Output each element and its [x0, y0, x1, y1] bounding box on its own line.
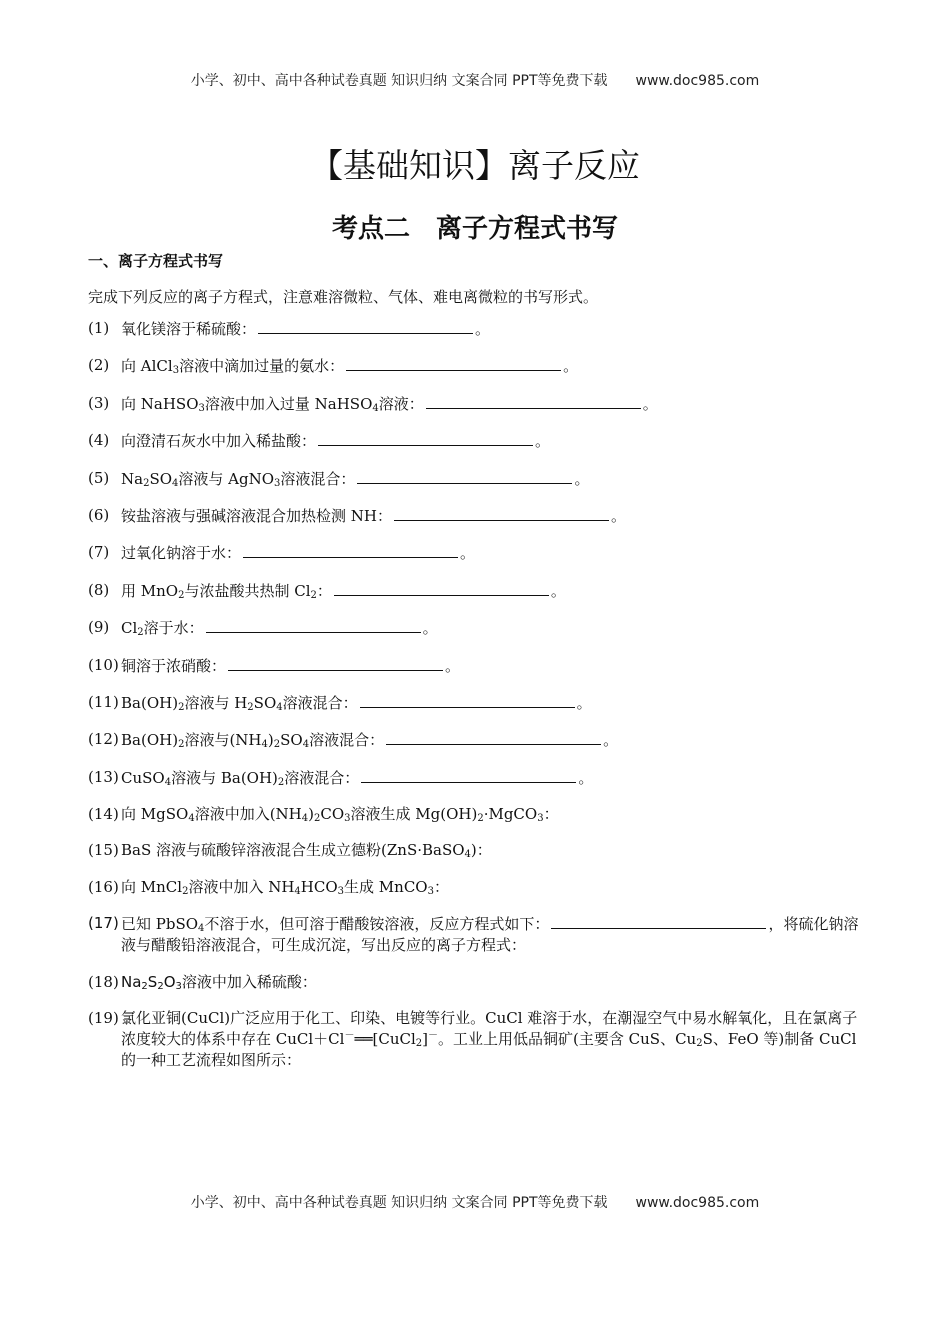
answer-blank[interactable] — [361, 767, 576, 783]
question-number: (4) — [88, 431, 110, 450]
question-text: 过氧化钠溶于水： 。 — [121, 544, 476, 563]
question-text: 用 MnO$_2$与浓盐酸共热制 $Cl_2$： 。 — [121, 581, 566, 601]
question-number: (11) — [88, 692, 119, 711]
question-item-15 — [88, 840, 860, 861]
question-text: 铜溶于浓硝酸： 。 — [121, 656, 461, 675]
answer-blank[interactable] — [346, 355, 561, 371]
question-text: 氧化镁溶于稀硫酸： 。 — [121, 320, 491, 338]
page-subtitle: 考点二 离子方程式书写 — [331, 214, 618, 244]
intro-text: 完成下列反应的离子方程式，注意难溶微粒、气体、难电离微粒的书写形式。 — [88, 288, 599, 306]
header-url[interactable]: www.doc985.com — [635, 73, 760, 89]
question-text: 向 MnCl$_2$溶液中加入 $NH_4HCO_3$生成 MnCO$_3$： — [121, 877, 449, 897]
question-number: (3) — [88, 393, 110, 412]
question-text: 向澄清石灰水中加入稀盐酸： 。 — [121, 432, 551, 451]
page-footer — [0, 1192, 950, 1212]
question-text: BaS 溶液与硫酸锌溶液混合生成立德粉(ZnS·BaSO$_4$)： — [121, 841, 492, 861]
answer-blank[interactable] — [206, 617, 421, 633]
answer-blank[interactable] — [334, 580, 549, 596]
answer-blank[interactable] — [357, 468, 572, 484]
question-item-10 — [88, 655, 860, 677]
answer-blank[interactable] — [551, 913, 766, 929]
question-text: 氯化亚铜(CuCl)广泛应用于化工、印染、电镀等行业。CuCl 难溶于水，在潮湿空气中易水解氧化，且在氯离子浓度较大的体系中存在 CuCl＋Cl－══[CuCl$_2$]－。工业上用低品铜矿(主要含 CuS、$Cu_2S$、FeO 等)制备 CuCl 的一种工艺流程如图所示： — [121, 1009, 858, 1070]
answer-blank[interactable] — [228, 655, 443, 671]
question-number: (14) — [88, 805, 119, 824]
question-text: $Ba(OH)_2$溶液与 $H_2SO_4$溶液混合： 。 — [121, 693, 592, 713]
page-title: 【基础知识】离子反应 — [310, 146, 640, 185]
question-list — [88, 318, 860, 1086]
question-text: 向 AlCl$_3$溶液中滴加过量的氨水： 。 — [121, 357, 579, 377]
page-header — [0, 70, 950, 90]
question-number: (13) — [88, 767, 119, 786]
question-number: (10) — [88, 655, 119, 674]
question-number: (19) — [88, 1009, 119, 1028]
question-text: 向 NaHSO$_3$溶液中加入过量 NaHSO$_4$溶液： 。 — [121, 394, 658, 414]
question-text: 已知 PbSO$_4$不溶于水，但可溶于醋酸铵溶液，反应方程式如下： ，将硫化钠溶液与醋酸铅溶液混合，可生成沉淀，写出反应的离子方程式： — [121, 915, 859, 955]
answer-blank[interactable] — [426, 393, 641, 409]
answer-blank[interactable] — [243, 542, 458, 558]
question-number: (6) — [88, 505, 110, 524]
section-heading: 一、离子方程式书写 — [88, 252, 224, 270]
question-item-16 — [88, 877, 860, 898]
question-item-6 — [88, 505, 860, 527]
question-text: $Na_2SO_4$溶液与 AgNO$_3$溶液混合： 。 — [121, 469, 590, 489]
question-number: (5) — [88, 468, 110, 487]
question-item-4 — [88, 430, 860, 452]
question-item-12 — [88, 729, 860, 751]
question-number: (16) — [88, 877, 119, 896]
question-item-7 — [88, 542, 860, 564]
question-number: (18) — [88, 972, 119, 991]
question-item-2 — [88, 355, 860, 377]
question-item-8 — [88, 580, 860, 602]
question-item-1 — [88, 318, 860, 340]
question-number: (12) — [88, 730, 119, 749]
question-number: (2) — [88, 356, 110, 375]
question-number: (15) — [88, 841, 119, 860]
question-item-18 — [88, 972, 860, 993]
question-number: (7) — [88, 543, 110, 562]
question-item-17 — [88, 913, 860, 956]
footer-text: 小学、初中、高中各种试卷真题 知识归纳 文案合同 PPT等免费下载 — [190, 1195, 608, 1211]
header-text: 小学、初中、高中各种试卷真题 知识归纳 文案合同 PPT等免费下载 — [190, 73, 608, 89]
question-number: (9) — [88, 618, 110, 637]
question-item-13 — [88, 767, 860, 789]
question-item-3 — [88, 393, 860, 415]
question-text: $Na_2S_2O_3$溶液中加入稀硫酸： — [121, 972, 317, 992]
question-item-9 — [88, 617, 860, 639]
answer-blank[interactable] — [360, 692, 575, 708]
answer-blank[interactable] — [386, 729, 601, 745]
footer-url[interactable]: www.doc985.com — [635, 1195, 760, 1211]
question-number: (17) — [88, 914, 119, 933]
question-text: 向 MgSO$_4$溶液中加入$(NH_4)_2CO_3$溶液生成 $Mg(OH)_2\cdot MgCO_3$： — [121, 805, 559, 825]
question-number: (1) — [88, 319, 110, 337]
question-text: $Cl_2$溶于水： 。 — [121, 619, 438, 639]
question-text: $Ba(OH)_2$溶液与$(NH_4)_2SO_4$溶液混合： 。 — [121, 731, 619, 751]
question-item-5 — [88, 468, 860, 490]
answer-blank[interactable] — [318, 430, 533, 446]
question-item-14 — [88, 804, 860, 825]
answer-blank[interactable] — [258, 318, 473, 334]
question-item-11 — [88, 692, 860, 714]
question-item-19 — [88, 1008, 860, 1071]
question-text: 铵盐溶液与强碱溶液混合加热检测 NH： 。 — [121, 506, 626, 525]
question-text: CuSO$_4$溶液与 $Ba(OH)_2$溶液混合： 。 — [121, 768, 594, 788]
question-number: (8) — [88, 580, 110, 599]
answer-blank[interactable] — [394, 505, 609, 521]
